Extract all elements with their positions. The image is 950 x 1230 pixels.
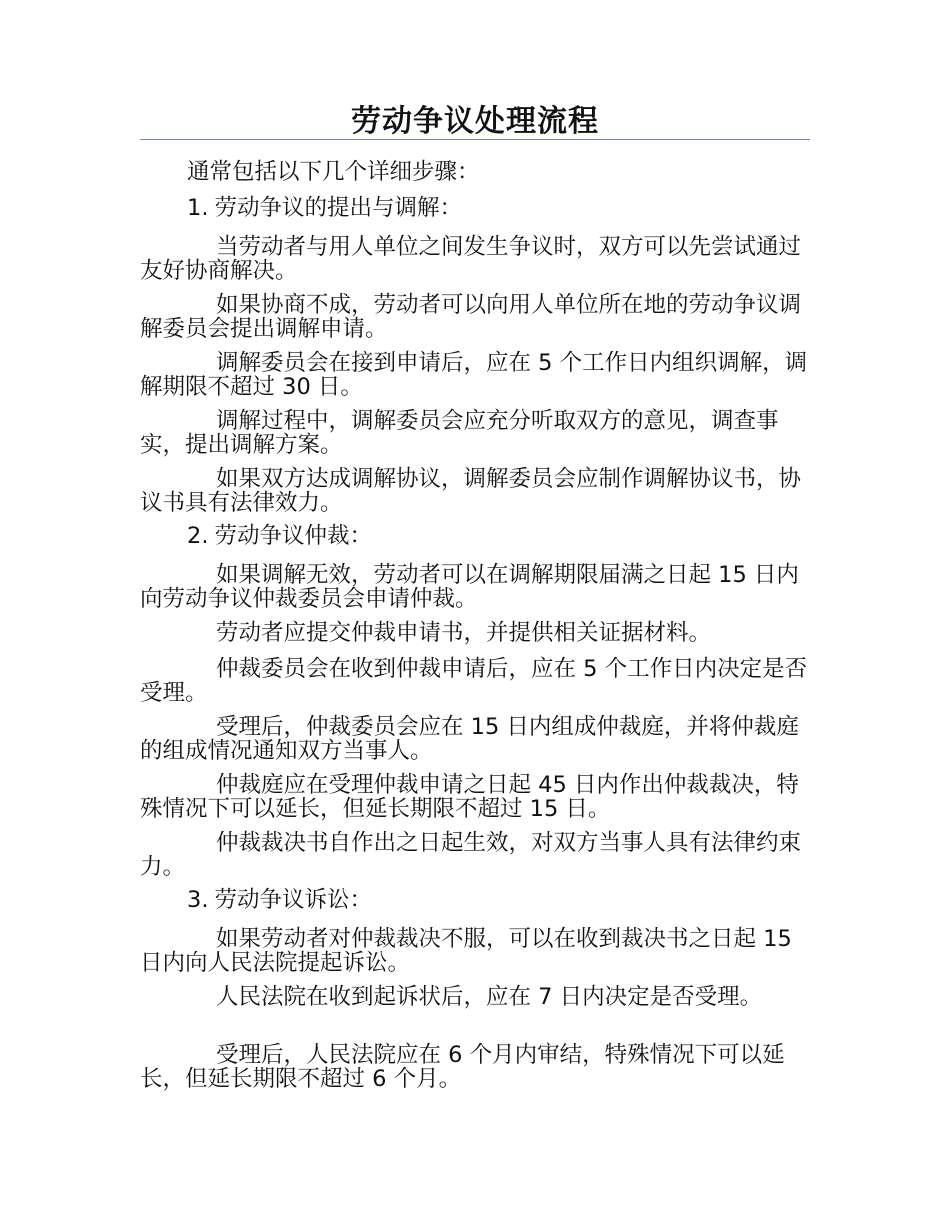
intro-text: 通常包括以下几个详细步骤： [187, 159, 480, 185]
paragraph: 劳动者应提交仲裁申请书，并提供相关证据材料。 [216, 620, 712, 646]
title-underline [140, 139, 810, 140]
paragraph: 受理后，人民法院应在 6 个月内审结，特殊情况下可以延长，但延长期限不超过 6 个月。 [140, 1042, 785, 1092]
paragraph: 仲裁委员会在收到仲裁申请后，应在 5 个工作日内决定是否受理。 [140, 656, 808, 706]
document-body [140, 155, 808, 1091]
section-title: 劳动争议诉讼： [214, 887, 372, 913]
paragraph: 调解委员会在接到申请后，应在 5 个工作日内组织调解，调解期限不超过 30 日。 [140, 350, 808, 400]
paragraph: 仲裁庭应在受理仲裁申请之日起 45 日内作出仲裁裁决，特殊情况下可以延长，但延长期限不超过 15 日。 [140, 772, 799, 822]
section-heading-3 [140, 883, 808, 917]
section-number: 1. [187, 195, 209, 221]
paragraph: 调解过程中，调解委员会应充分听取双方的意见，调查事实，提出调解方案。 [140, 408, 779, 458]
paragraph: 如果双方达成调解协议，调解委员会应制作调解协议书，协议书具有法律效力。 [140, 466, 802, 516]
paragraph: 如果调解无效，劳动者可以在调解期限届满之日起 15 日内向劳动争议仲裁委员会申请仲裁。 [140, 562, 799, 612]
section-number: 2. [187, 523, 209, 549]
section-heading-1 [140, 191, 808, 225]
paragraph: 当劳动者与用人单位之间发生争议时，双方可以先尝试通过友好协商解决。 [140, 234, 802, 284]
section-title: 劳动争议仲裁： [214, 523, 372, 549]
paragraph: 如果劳动者对仲裁裁决不服，可以在收到裁决书之日起 15 日内向人民法院提起诉讼。 [140, 926, 792, 976]
paragraph: 仲裁裁决书自作出之日起生效，对双方当事人具有法律约束力。 [140, 830, 802, 880]
page-title: 劳动争议处理流程 [351, 104, 599, 139]
section-title: 劳动争议的提出与调解： [214, 195, 462, 221]
paragraph: 受理后，仲裁委员会应在 15 日内组成仲裁庭，并将仲裁庭的组成情况通知双方当事人。 [140, 714, 799, 764]
paragraph: 如果协商不成，劳动者可以向用人单位所在地的劳动争议调解委员会提出调解申请。 [140, 292, 802, 342]
paragraph: 人民法院在收到起诉状后，应在 7 日内决定是否受理。 [216, 984, 763, 1010]
section-number: 3. [187, 887, 209, 913]
section-heading-2 [140, 519, 808, 553]
